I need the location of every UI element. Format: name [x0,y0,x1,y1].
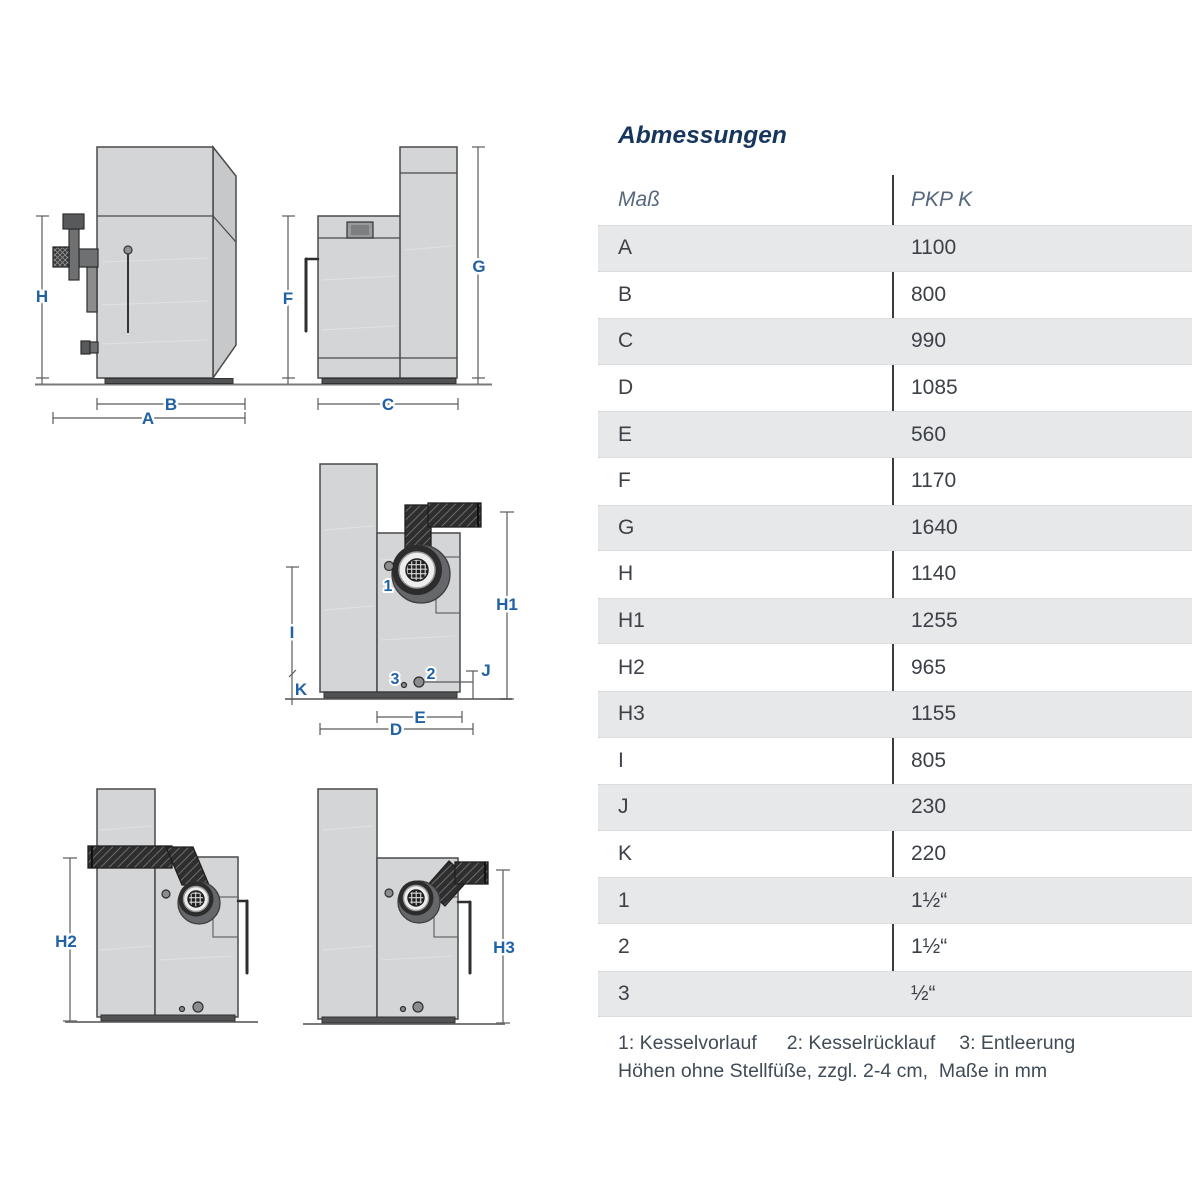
door-handle [306,259,318,331]
table-row [598,644,1192,691]
table-row [598,598,1192,645]
port-3-drain [402,683,407,688]
dimension-key: E [618,422,633,446]
dimension-key: K [618,842,633,866]
dimension-value: 1255 [911,609,958,633]
table-row [598,505,1192,552]
table-header [598,180,1192,220]
page-title: Abmessungen [618,122,787,149]
door-handle [458,902,470,973]
dimensions-panel [598,118,1192,1108]
dimension-value: 1155 [911,702,957,726]
table-row [598,877,1192,924]
table-row [598,924,1192,971]
port-3-drain [401,1007,406,1012]
legend-port-3: 3: Entleerung [959,1032,1076,1054]
port-legend [618,1030,1192,1057]
dimension-key: C [618,329,634,353]
drawing-rear-view [285,464,518,739]
burner-arm [79,249,98,267]
dimension-value: 560 [911,422,947,446]
legend-port-1: 1: Kesselvorlauf [618,1032,757,1054]
door-handle [238,901,247,973]
dimension-key: H3 [618,702,645,726]
dimension-value: 1640 [911,515,958,539]
table-row [598,738,1192,785]
legend-port-2: 2: Kesselrücklauf [786,1032,936,1054]
dim-label-f: F [282,289,294,308]
column-header-model: PKP K [911,188,973,211]
port-1-flow [385,889,393,897]
drawing-rear-flue-right [303,789,515,1024]
boiler-side-face [213,147,236,378]
dim-label-a: A [141,409,155,428]
drawing-rear-flue-left [55,789,258,1022]
dimension-key: G [618,515,635,539]
boiler-plinth [105,379,233,384]
dimension-table [598,225,1192,1017]
drawing-side-view [282,147,486,414]
dimension-value: 230 [911,795,947,819]
dimension-value: 1140 [911,562,957,586]
dimension-key: H1 [618,609,645,633]
dimension-key: D [618,376,634,400]
flue-hopper-column [400,147,457,378]
dim-label-e: E [414,708,426,727]
table-row [598,971,1192,1018]
dimension-value: 990 [911,329,947,353]
fan-blower [398,881,440,924]
burner-assembly [53,214,98,312]
table-row [598,318,1192,365]
burner-cap [63,214,84,229]
table-row [598,691,1192,738]
burner-block [53,247,69,267]
port-2-return [413,1002,423,1012]
table-row [598,831,1192,878]
table-row [598,411,1192,458]
dimension-value: 1½“ [911,888,948,912]
dimension-key: 1 [618,888,630,912]
dim-label-h3: H3 [493,938,515,957]
dim-label-g: G [472,257,486,276]
dimension-value: 1170 [911,469,957,493]
port-label-2: 2 [426,666,436,683]
dim-label-h: H [35,287,49,306]
footnotes [618,1030,1192,1085]
fuel-hopper [97,789,155,1017]
dimension-key: H [618,562,634,586]
dim-label-d: D [389,720,403,739]
fuel-hopper [320,464,377,692]
dim-label-j: J [481,661,491,680]
port-1-flow [385,562,394,571]
port-3-drain [180,1007,185,1012]
dimension-key: I [618,748,624,772]
fan-blower [178,882,220,925]
dim-label-b: B [164,395,178,414]
table-row [598,551,1192,598]
dimension-value: 1½“ [911,935,948,959]
drain-port [81,341,98,354]
table-row [598,458,1192,505]
dimension-key: H2 [618,655,645,679]
port-label-1: 1 [383,578,393,595]
dimension-key: J [618,795,629,819]
technical-drawings [0,0,560,1100]
table-row [598,784,1192,831]
dim-label-i: I [289,623,295,642]
port-2-return [193,1002,203,1012]
hinge-panel [87,267,97,312]
dimension-value: 965 [911,655,947,679]
fuel-hopper [318,789,377,1019]
column-header-dimension: Maß [618,188,660,211]
burner-pipe [69,229,79,280]
dimension-value: 220 [911,842,947,866]
table-row [598,272,1192,319]
dimension-key: 2 [618,935,630,959]
dim-label-h2: H2 [55,932,77,951]
dimension-value: 800 [911,282,947,306]
dim-label-h1: H1 [496,595,518,614]
port-2-return [414,677,424,687]
dimension-value: 805 [911,748,947,772]
port-label-3: 3 [390,671,400,688]
dimension-key: A [618,236,633,260]
dimension-key: F [618,469,631,493]
table-row [598,365,1192,412]
dimension-value: 1100 [911,236,957,260]
dimension-key: 3 [618,981,630,1005]
dim-label-c: C [381,395,395,414]
port-1-flow [162,890,170,898]
measure-note: Höhen ohne Stellfüße, zzgl. 2-4 cm, Maße in mm [618,1060,1048,1082]
dimension-key: B [618,282,633,306]
dimension-value: 1085 [911,376,958,400]
fan-blower [392,545,450,603]
dimension-value: ½“ [911,981,936,1005]
table-row [598,225,1192,272]
dim-label-k: K [294,680,308,699]
